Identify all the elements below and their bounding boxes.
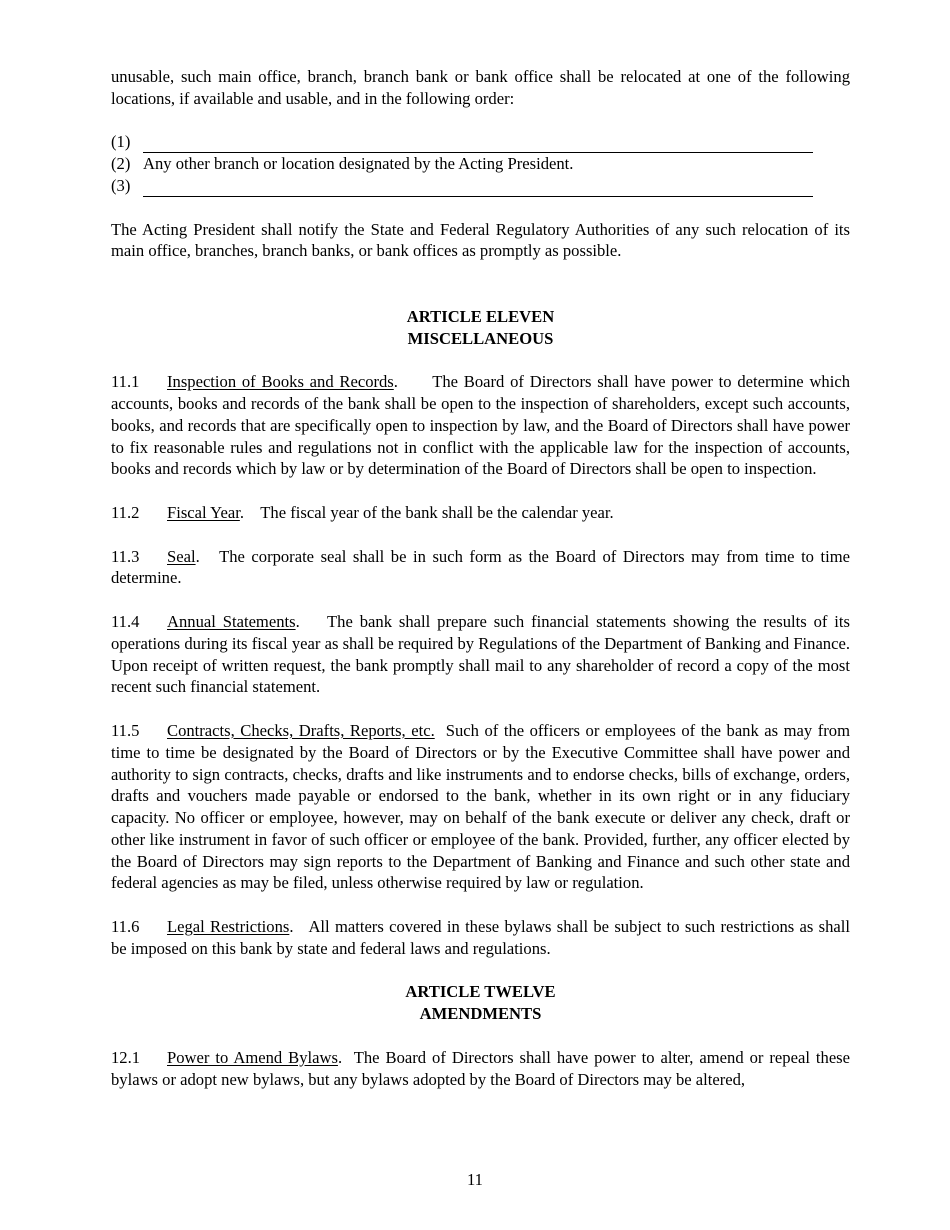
article-twelve-title: ARTICLE TWELVE: [405, 982, 556, 1002]
section-number: 11.6: [111, 917, 140, 937]
section-heading: Inspection of Books and Records: [167, 372, 394, 392]
section-separator: .: [295, 611, 328, 631]
section-number: 11.3: [111, 546, 140, 566]
page-number: 11: [467, 1170, 483, 1189]
section-number: 11.5: [111, 720, 140, 740]
section-separator: .: [393, 372, 433, 392]
article-twelve-subtitle: AMENDMENTS: [419, 1004, 542, 1024]
article-twelve-sections: [111, 1047, 850, 1091]
article-eleven-subtitle: MISCELLANEOUS: [407, 328, 554, 348]
list-number: (3): [111, 175, 131, 195]
section-separator: .: [289, 917, 309, 937]
section-11-1: [111, 371, 850, 480]
section-11-6: [111, 916, 850, 960]
section-body: All matters covered in these bylaws shall be subject to such restrictions as shall be imposed on this bank by state and federal laws and regulations.: [111, 917, 850, 958]
section-number: 11.2: [111, 502, 140, 522]
list-number: (1): [111, 132, 131, 152]
section-separator: [435, 721, 446, 740]
location-list-item-3: [111, 175, 850, 197]
section-12-1: [111, 1047, 850, 1091]
section-separator: .: [239, 502, 261, 522]
article-eleven-sections: [111, 371, 850, 960]
blank-line: [143, 179, 813, 197]
section-separator: .: [195, 546, 220, 566]
article-eleven-title: ARTICLE ELEVEN: [406, 306, 555, 326]
section-number: 12.1: [111, 1047, 141, 1067]
section-11-2: [111, 502, 850, 524]
section-body: The bank shall prepare such financial statements showing the results of its operations during its fiscal year as shall be required by Regulations of the Department of Banking and Finance. Upon receipt of written request, the bank promptly shall mail to any shareholder of record a copy of the most recent such financial statement.: [111, 611, 850, 697]
section-heading: Power to Amend Bylaws: [167, 1047, 338, 1067]
notice-paragraph: The Acting President shall notify the State and Federal Regulatory Authorities of any such relocation of its main office, branches, branch banks, or bank offices as promptly as possible.: [111, 219, 850, 261]
section-body: The corporate seal shall be in such form as the Board of Directors may from time to time determine.: [111, 546, 851, 588]
document-page: [111, 66, 850, 1090]
section-heading: Seal: [167, 546, 196, 566]
section-heading: Contracts, Checks, Drafts, Reports, etc.: [167, 720, 435, 740]
location-list-item-2: [111, 153, 850, 175]
section-body: The Board of Directors shall have power to determine which accounts, books and records of the bank shall be open to the inspection of shareholders, except such accounts, books, and records that are specifically open to inspection by law, and the Board of Directors shall have power to fix reasonable rules and regulations not in conflict with the applicable law for the inspection of accounts, books and records which by law or by determination of the Board of Directors shall be open to inspection.: [111, 372, 850, 479]
section-body: The fiscal year of the bank shall be the calendar year.: [260, 502, 614, 522]
location-list-item-1: [111, 131, 850, 153]
section-number: 11.1: [111, 372, 140, 392]
section-11-5: [111, 720, 850, 894]
section-body: Such of the officers or employees of the bank as may from time to time be designated by the Board of Directors or by the Executive Committee shall have power and authority to sign contracts, checks, drafts and like instruments and to endorse checks, bills of exchange, orders, drafts and vouchers made payable or endorsed to the bank, whether in its own right or in any fiduciary capacity. No officer or employee, however, may on behalf of the bank execute or deliver any check, draft or other like instrument in favor of such officer or employee of the bank. Provided, further, any officer elected by the Board of Directors may sign reports to the Department of Banking and Finance and such other state and federal agencies as may be filed, unless otherwise required by law or regulation.: [111, 720, 850, 893]
blank-line: [143, 135, 813, 153]
section-separator: .: [337, 1047, 354, 1067]
intro-paragraph: unusable, such main office, branch, branch bank or bank office shall be relocated at one of the following locations, if available and usable, and in the following order:: [111, 67, 850, 108]
section-heading: Legal Restrictions: [167, 917, 290, 937]
list-number: (2): [111, 154, 131, 174]
list-text: Any other branch or location designated by the Acting President.: [143, 154, 574, 174]
section-heading: Annual Statements: [167, 611, 296, 631]
section-11-3: [111, 546, 850, 590]
section-body: The Board of Directors shall have power to alter, amend or repeal these bylaws or adopt new bylaws, but any bylaws adopted by the Board of Directors may be altered,: [111, 1047, 851, 1089]
section-11-4: [111, 611, 850, 698]
section-heading: Fiscal Year: [167, 502, 240, 522]
section-number: 11.4: [111, 611, 140, 631]
